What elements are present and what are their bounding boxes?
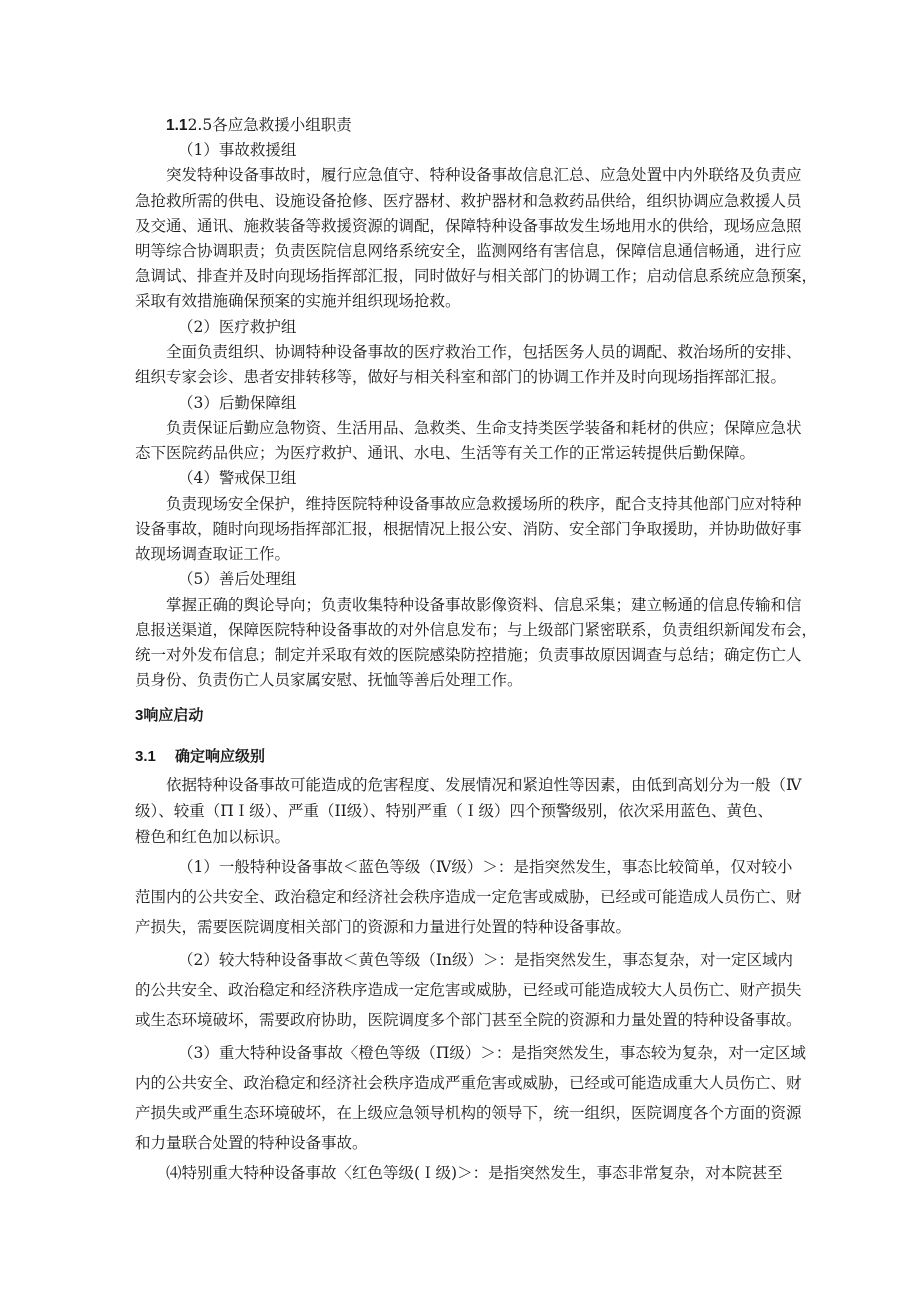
paragraph-line: 全面负责组织、协调特种设备事故的医疗救治工作，包括医务人员的调配、救治场所的安排、: [166, 343, 802, 361]
heading-1-1-2-5: [0, 115, 920, 136]
paragraph-line: （2）较大特种设备事故＜黄色等级（In级）＞：是指突然发生，事态复杂，对一定区域内: [178, 951, 793, 969]
paragraph-line: 负责保证后勤应急物资、生活用品、急救类、生命支持类医学装备和耗材的供应；保障应急状: [166, 419, 802, 437]
paragraph-line: 故现场调查取证工作。: [135, 545, 291, 563]
paragraph-line: 急调试、排查并及时向现场指挥部汇报，同时做好与相关部门的协调工作；启动信息系统应急预案，: [135, 267, 818, 285]
paragraph-line: 产损失或严重生态环境破坏，在上级应急领导机构的领导下，统一组织，医院调度各个方面的资源: [135, 1104, 802, 1122]
paragraph-line: 负责现场安全保护，维持医院特种设备事故应急救援场所的秩序，配合支持其他部门应对特种: [166, 495, 802, 513]
paragraph-line: 急抢救所需的供电、设施设备抢修、医疗器材、救护器材和急救药品供给，组织协调应急救援人员: [135, 192, 802, 210]
paragraph-line: 橙色和红色加以标识。: [135, 828, 291, 846]
paragraph-line: 依据特种设备事故可能造成的危害程度、发展情况和紧迫性等因素，由低到高划分为一般（Ⅳ: [166, 776, 802, 794]
section-title-text: 确定响应级别: [175, 748, 266, 765]
paragraph-line: 和力量联合处置的特种设备事故。: [135, 1134, 368, 1152]
heading-number: 1.1: [166, 117, 188, 134]
paragraph-line: 统一对外发布信息；制定并采取有效的医院感染防控措施；负责事故原因调查与总结；确定伤亡人: [135, 646, 802, 664]
paragraph-line: 的公共安全、政治稳定和经济秩序造成一定危害或威胁，已经或可能造成较大人员伤亡、财产损失: [135, 981, 802, 999]
paragraph-line: 掌握正确的舆论导向；负责收集特种设备事故影像资料、信息采集；建立畅通的信息传输和信: [166, 596, 802, 614]
paragraph-line: 组织专家会诊、患者安排转移等，做好与相关科室和部门的协调工作并及时向现场指挥部汇报。: [135, 368, 787, 386]
group-title-medical: （2）医疗救护组: [178, 318, 297, 336]
paragraph-line: 或生态环境破坏，需要政府协助，医院调度多个部门甚至全院的资源和力量处置的特种设备事故。: [135, 1011, 802, 1029]
section-title-3-1: [0, 747, 920, 767]
heading-text: 2.5各应急救援小组职责: [187, 116, 352, 134]
paragraph-line: 态下医院药品供应；为医疗救护、通讯、水电、生活等有关工作的正常运转提供后勤保障。: [135, 444, 756, 462]
paragraph-line: 级）、较重（ΠＩ级）、严重（ΙΙ级）、特别严重（Ｉ级）四个预警级别，依次采用蓝色、黄色、: [135, 802, 774, 820]
group-title-logistics: （3）后勤保障组: [178, 394, 297, 412]
paragraph-line: 内的公共安全、政治稳定和经济社会秩序造成严重危害或威胁，已经或可能造成重大人员伤亡、财: [135, 1074, 802, 1092]
section-number: 3.1: [135, 748, 156, 765]
paragraph-line: 设备事故，随时向现场指挥部汇报，根据情况上报公安、消防、安全部门争取援助，并协助做好事: [135, 520, 802, 538]
section-title-3: 3响应启动: [135, 707, 204, 724]
paragraph-line: 明等综合协调职责；负责医院信息网络系统安全，监测网络有害信息，保障信息通信畅通，进行应: [135, 242, 802, 260]
paragraph-line: （1）一般特种设备事故＜蓝色等级（Ⅳ级）＞：是指突然发生，事态比较简单，仅对较小: [178, 858, 793, 876]
group-title-rescue: （1）事故救援组: [178, 141, 297, 159]
group-title-aftercare: （5）善后处理组: [178, 570, 297, 588]
paragraph-line: 及交通、通讯、施救装备等救援资源的调配，保障特种设备事故发生场地用水的供给，现场应急照: [135, 217, 802, 235]
group-title-security: （4）警戒保卫组: [178, 469, 297, 487]
paragraph-line: ⑷特别重大特种设备事故〈红色等级(Ｉ级)＞：是指突然发生，事态非常复杂，对本院甚至: [166, 1164, 783, 1182]
paragraph-line: 采取有效措施确保预案的实施并组织现场抢救。: [135, 292, 461, 310]
paragraph-line: 突发特种设备事故时，履行应急值守、特种设备事故信息汇总、应急处置中内外联络及负责应: [166, 166, 802, 184]
paragraph-line: 范围内的公共安全、政治稳定和经济社会秩序造成一定危害或威胁，已经或可能造成人员伤亡、财: [135, 888, 802, 906]
paragraph-line: 员身份、负责伤亡人员家属安慰、抚恤等善后处理工作。: [135, 671, 523, 689]
paragraph-line: 产损失，需要医院调度相关部门的资源和力量进行处置的特种设备事故。: [135, 918, 632, 936]
paragraph-line: （3）重大特种设备事故〈橙色等级（Π级）＞：是指突然发生，事态较为复杂，对一定区域: [178, 1044, 806, 1062]
paragraph-line: 息报送渠道，保障医院特种设备事故的对外信息发布；与上级部门紧密联系，负责组织新闻发布会，: [135, 621, 818, 639]
